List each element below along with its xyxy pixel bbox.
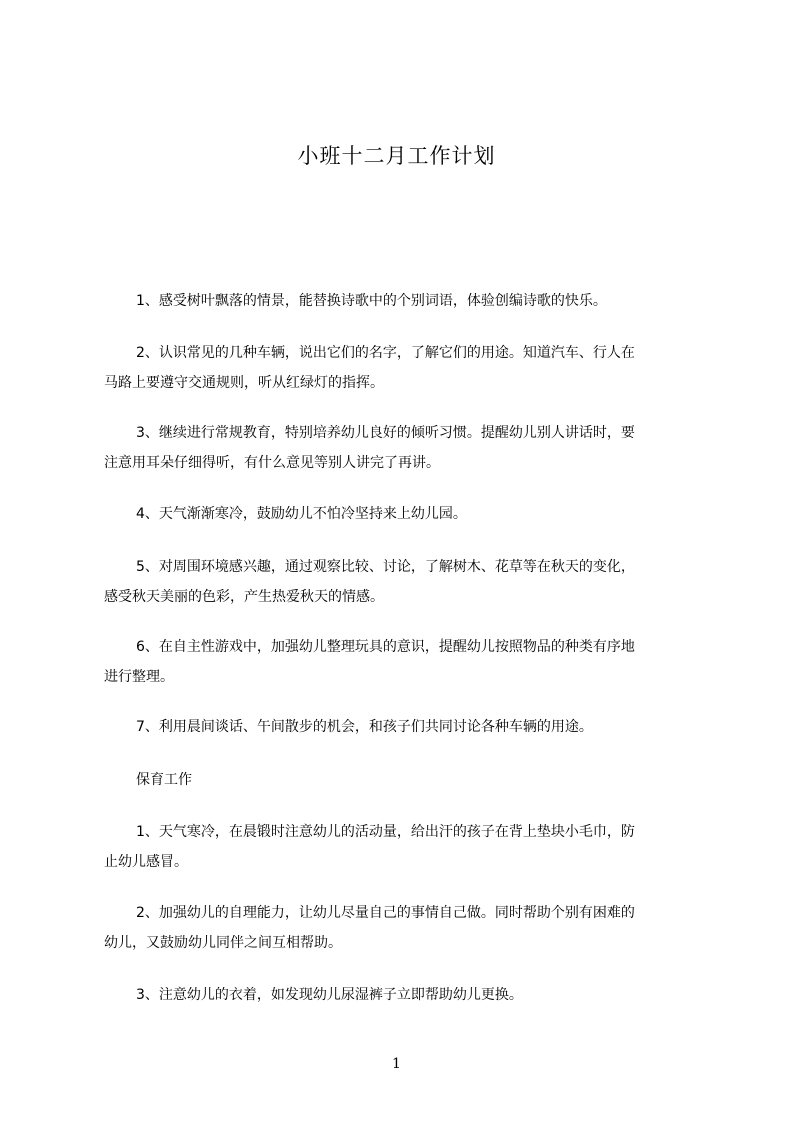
paragraph-line: 7、利用晨间谈话、午间散步的机会，和孩子们共同讨论各种车辆的用途。 xyxy=(136,719,593,735)
paragraph-line: 感受秋天美丽的色彩，产生热爱秋天的情感。 xyxy=(104,589,384,605)
page-number: 1 xyxy=(392,1056,401,1072)
paragraph-goal-5 xyxy=(104,552,724,612)
paragraph-goal-2 xyxy=(104,338,724,398)
paragraph-goal-1 xyxy=(104,286,724,316)
paragraph-line: 1、感受树叶飘落的情景，能替换诗歌中的个别词语，体验创编诗歌的快乐。 xyxy=(136,293,607,309)
paragraph-line: 4、天气渐渐寒冷，鼓励幼儿不怕冷坚持来上幼儿园。 xyxy=(136,506,467,522)
paragraph-goal-7 xyxy=(104,712,724,742)
section-heading-care xyxy=(104,765,724,795)
paragraph-line: 2、加强幼儿的自理能力，让幼儿尽量自己的事情自己做。同时帮助个别有困难的 xyxy=(136,905,635,921)
paragraph-line: 5、对周围环境感兴趣，通过观察比较、讨论，了解树木、花草等在秋天的变化， xyxy=(136,559,635,575)
document-title: 小班十二月工作计划 xyxy=(297,144,496,168)
paragraph-line: 进行整理。 xyxy=(104,669,174,685)
paragraph-line: 马路上要遵守交通规则，听从红绿灯的指挥。 xyxy=(104,375,384,391)
paragraph-line: 幼儿，又鼓励幼儿同伴之间互相帮助。 xyxy=(104,935,342,951)
paragraph-line: 止幼儿感冒。 xyxy=(104,854,188,870)
paragraph-line: 3、注意幼儿的衣着，如发现幼儿尿湿裤子立即帮助幼儿更换。 xyxy=(136,987,523,1003)
paragraph-goal-3 xyxy=(104,418,724,478)
paragraph-care-3 xyxy=(104,980,724,1010)
paragraph-goal-4 xyxy=(104,499,724,529)
paragraph-line: 2、认识常见的几种车辆，说出它们的名字，了解它们的用途。知道汽车、行人在 xyxy=(136,345,635,361)
paragraph-line: 6、在自主性游戏中，加强幼儿整理玩具的意识，提醒幼儿按照物品的种类有序地 xyxy=(136,639,635,655)
paragraph-line: 1、天气寒冷，在晨锻时注意幼儿的活动量，给出汗的孩子在背上垫块小毛巾，防 xyxy=(136,824,635,840)
paragraph-care-1 xyxy=(104,817,724,877)
section-heading-text: 保育工作 xyxy=(136,772,192,788)
paragraph-line: 3、继续进行常规教育，特别培养幼儿良好的倾听习惯。提醒幼儿别人讲话时，要 xyxy=(136,425,635,441)
paragraph-line: 注意用耳朵仔细得听，有什么意见等别人讲完了再讲。 xyxy=(104,455,440,471)
paragraph-goal-6 xyxy=(104,632,724,692)
paragraph-care-2 xyxy=(104,898,724,958)
